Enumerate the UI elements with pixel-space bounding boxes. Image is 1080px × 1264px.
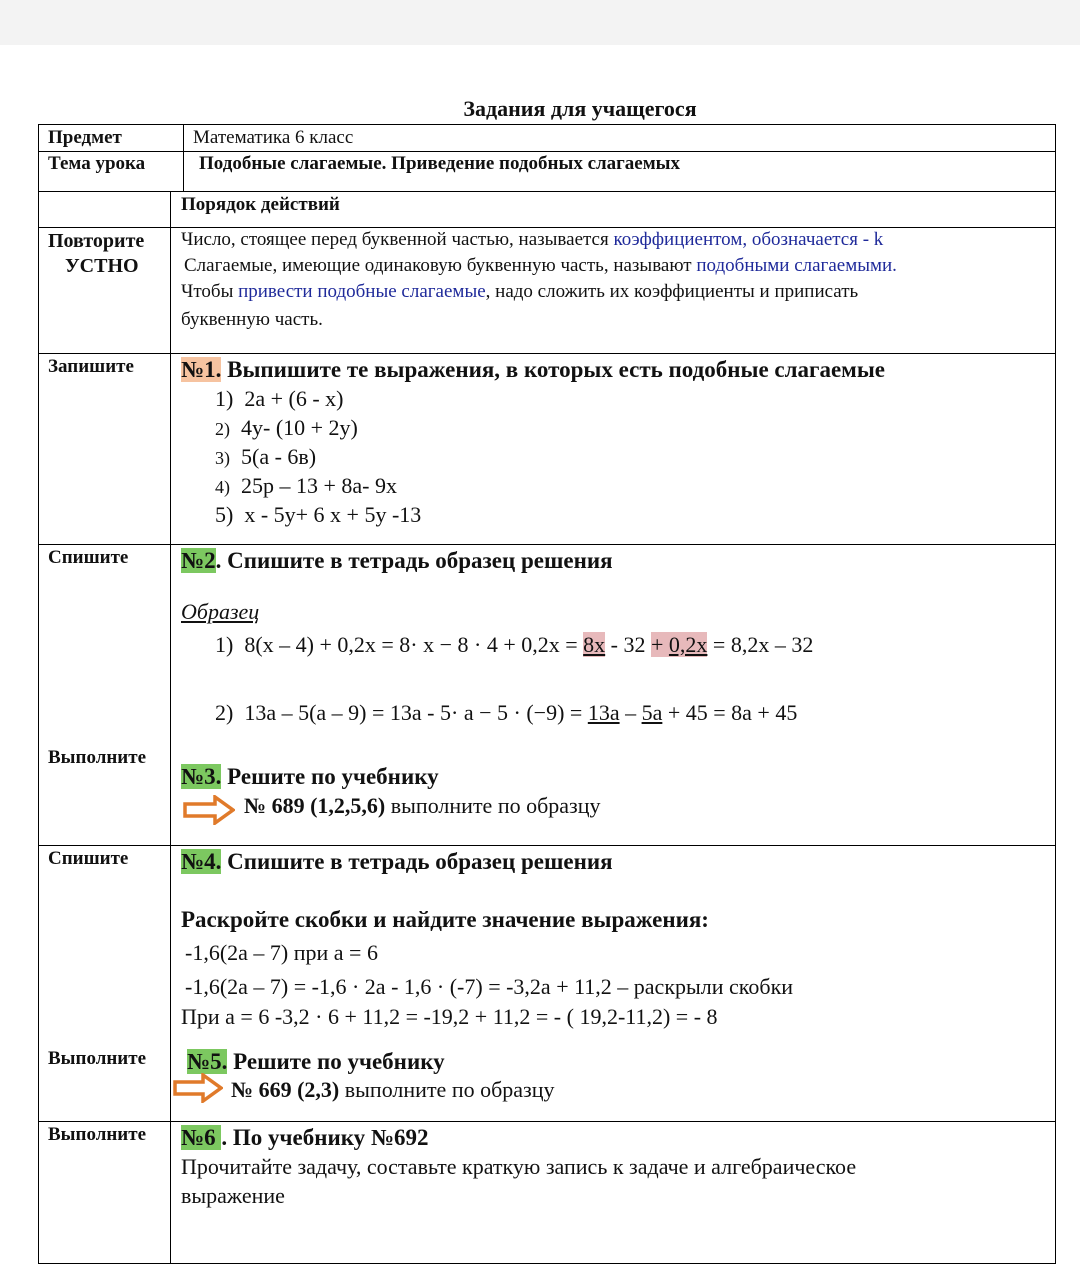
task6-title: . По учебнику №692 <box>221 1125 429 1150</box>
subject-label: Предмет <box>48 127 122 148</box>
task4-line-2: -1,6(2a – 7) = -1,6 · 2a - 1,6 · (-7) = -3,2a + 11,2 – раскрыли скобки <box>185 974 794 999</box>
term-like-terms: подобными слагаемыми. <box>696 255 897 276</box>
sample-example-2 <box>215 700 797 726</box>
item-number: 3) <box>215 448 230 468</box>
task2-title: . Спишите в тетрадь образец решения <box>215 548 613 573</box>
document-title: Задания для учащегося <box>463 96 697 121</box>
task1-heading <box>181 357 885 383</box>
column-divider <box>170 191 171 1264</box>
review-line-3 <box>181 281 858 303</box>
review-label-line2: УСТНО <box>65 255 139 277</box>
review-line-2 <box>184 255 897 277</box>
textbook-exercise: № 689 (1,2,5,6) <box>244 793 386 818</box>
review-line-1 <box>181 229 883 251</box>
instruction-text: выполните по образцу <box>385 793 601 818</box>
column-divider <box>183 124 184 191</box>
task4-label: Спишите <box>48 848 129 869</box>
textbook-exercise: № 669 (2,3) <box>231 1077 340 1102</box>
example-text: + 45 = 8a + 45 <box>662 700 798 725</box>
row-divider <box>38 544 1056 545</box>
example-text: - 32 <box>605 632 651 657</box>
row-divider <box>38 227 1056 228</box>
topic-value: Подобные слагаемые. Приведение подобных слагаемых <box>199 153 681 174</box>
task4-line-3: При a = 6 -3,2 · 6 + 11,2 = -19,2 + 11,2 = - ( 19,2-11,2) = - 8 <box>181 1004 718 1029</box>
task3-label: Выполните <box>48 747 147 768</box>
subject-value: Математика 6 класс <box>193 127 354 148</box>
item-expression: 4y- (10 + 2y) <box>241 415 358 440</box>
task1-item <box>215 502 421 528</box>
like-term: 5a <box>641 700 663 725</box>
task5-number: №5. <box>187 1049 228 1074</box>
row-divider <box>38 845 1056 846</box>
example-number: 2) <box>215 700 234 725</box>
task1-title: Выпишите те выражения, в которых есть подобные слагаемые <box>221 357 886 382</box>
task2-label: Спишите <box>48 547 129 568</box>
row-divider <box>38 1121 1056 1122</box>
task3-heading <box>181 764 439 790</box>
item-expression: 2a + (6 - x) <box>244 386 344 411</box>
arrow-right-icon <box>173 1073 223 1103</box>
like-term: 0,2x <box>668 632 708 657</box>
task5-reference <box>231 1077 555 1103</box>
example-text: – <box>619 700 642 725</box>
item-expression: 5(a - 6в) <box>241 444 317 469</box>
item-expression: 25p – 13 + 8a- 9x <box>241 473 397 498</box>
term-coefficient: коэффициентом, обозначается - k <box>613 229 884 250</box>
review-text: Число, стоящее перед буквенной частью, называется <box>181 229 614 250</box>
review-text: , надо сложить их коэффициенты и приписать <box>485 281 859 302</box>
term-combine-like-terms: привести подобные слагаемые <box>238 281 486 302</box>
task4-title: Спишите в тетрадь образец решения <box>221 849 613 874</box>
task3-reference <box>244 793 601 819</box>
row-divider <box>38 191 1056 192</box>
top-bar <box>0 0 1080 45</box>
task3-number: №3. <box>181 764 222 789</box>
example-text: + <box>651 632 669 657</box>
task6-number: №6 <box>181 1125 222 1150</box>
topic-label: Тема урока <box>48 153 146 174</box>
task1-item <box>215 415 358 441</box>
review-text: Слагаемые, имеющие одинаковую буквенную часть, называют <box>184 255 697 276</box>
item-number: 4) <box>215 477 230 497</box>
order-header: Порядок действий <box>181 194 340 215</box>
task6-label: Выполните <box>48 1124 147 1145</box>
task5-title: Решите по учебнику <box>227 1049 445 1074</box>
task1-label: Запишите <box>48 356 134 377</box>
task6-heading <box>181 1125 429 1151</box>
like-term-highlight: 8x <box>583 632 606 657</box>
review-line-4: буквенную часть. <box>181 309 323 330</box>
item-number: 2) <box>215 419 230 439</box>
row-divider <box>38 353 1056 354</box>
task4-subtitle: Раскройте скобки и найдите значение выражения: <box>181 907 709 932</box>
task1-item <box>215 386 343 412</box>
task2-heading <box>181 548 613 574</box>
example-text: = 8,2x – 32 <box>707 632 814 657</box>
task6-line-2: выражение <box>181 1183 285 1208</box>
review-text: Чтобы <box>181 281 239 302</box>
instruction-text: выполните по образцу <box>339 1077 555 1102</box>
task6-line-1: Прочитайте задачу, составьте краткую запись к задаче и алгебраическое <box>181 1154 857 1179</box>
task4-heading <box>181 849 613 875</box>
example-text: 8(x – 4) + 0,2x = 8· x − 8 · 4 + 0,2x = <box>244 632 584 657</box>
sample-label: Образец <box>181 599 260 624</box>
item-number: 1) <box>215 386 234 411</box>
task3-title: Решите по учебнику <box>221 764 439 789</box>
like-term-highlight <box>651 632 707 657</box>
task4-number: №4. <box>181 849 222 874</box>
item-expression: x - 5y+ 6 x + 5y -13 <box>244 502 422 527</box>
task5-label: Выполните <box>48 1048 147 1069</box>
task1-item <box>215 473 397 499</box>
like-term: 13a <box>587 700 620 725</box>
example-number: 1) <box>215 632 234 657</box>
example-text: 13a – 5(a – 9) = 13a - 5· a − 5 · (−9) = <box>244 700 588 725</box>
task1-item <box>215 444 316 470</box>
row-divider <box>38 151 1056 152</box>
sample-example-1 <box>215 632 813 658</box>
review-label-line1: Повторите <box>48 230 145 252</box>
task1-number: №1. <box>181 357 222 382</box>
item-number: 5) <box>215 502 234 527</box>
task5-heading <box>187 1049 445 1075</box>
task4-line-1: -1,6(2a – 7) при a = 6 <box>185 940 378 965</box>
task2-number: №2 <box>181 548 216 573</box>
arrow-right-icon <box>183 795 235 825</box>
